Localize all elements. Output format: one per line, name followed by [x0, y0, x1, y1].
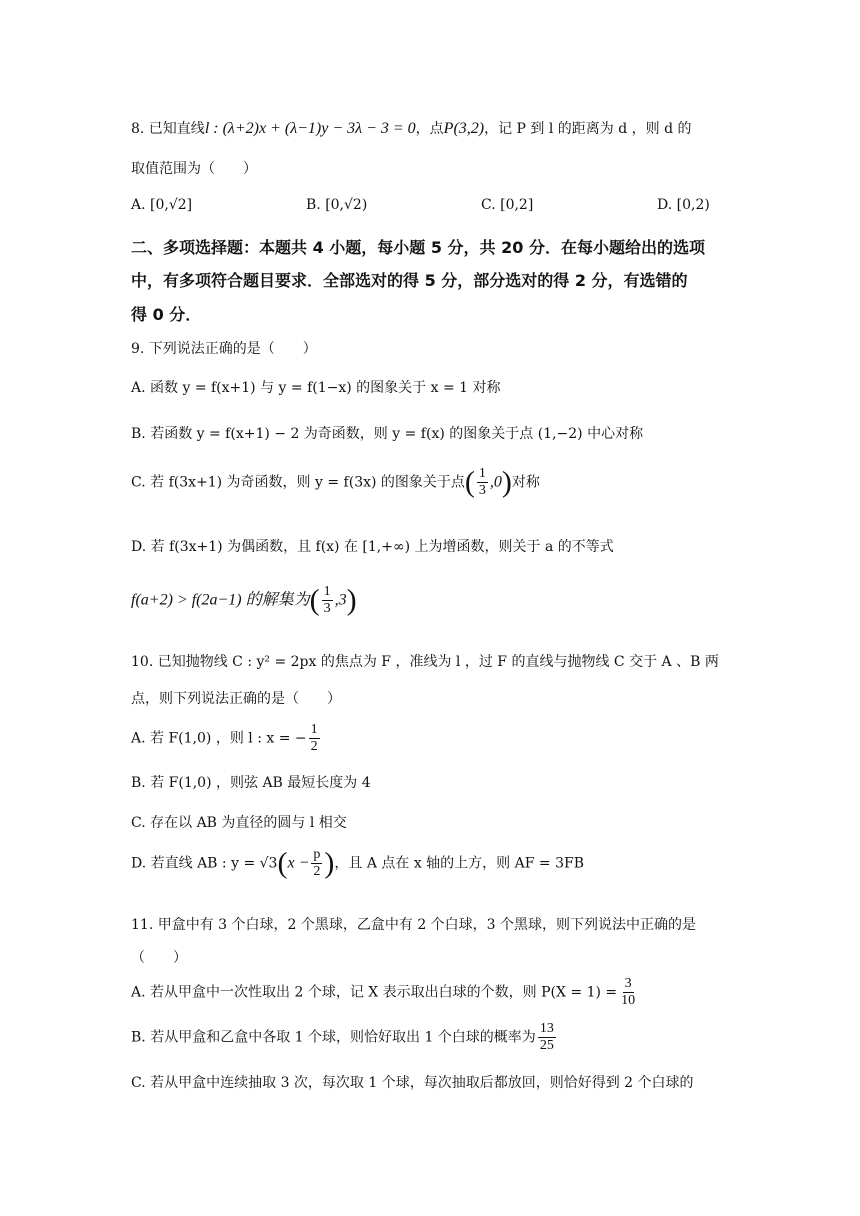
q9-option-b: B. 若函数 y = f(x+1) − 2 为奇函数，则 y = f(x) 的图象关于点 (1,−2) 中心对称	[131, 426, 644, 442]
fraction-one-half	[309, 722, 320, 755]
q8-tail: ，记 P 到 l 的距离为 d ，则 d 的	[484, 121, 692, 137]
left-paren: (	[464, 465, 475, 499]
fraction-numerator: 3	[624, 976, 632, 991]
fraction-numerator: 1	[323, 584, 331, 599]
fraction-one-third	[477, 466, 488, 499]
q8-stem-line1	[131, 118, 692, 138]
q10-option-a-text: A. 若 F(1,0) ，则 l : x = −	[131, 730, 307, 747]
point-coordinate: ,0	[489, 473, 502, 491]
interval-end: ,3	[334, 591, 347, 609]
right-paren: )	[324, 846, 335, 880]
fraction-denominator: 25	[539, 1038, 554, 1053]
q8-prefix: 8. 已知直线	[131, 121, 205, 137]
fraction-denominator: 2	[313, 864, 321, 879]
q10-option-d-text: D. 若直线 AB : y = √3	[131, 855, 278, 872]
q8-stem-line2: 取值范围为（ ）	[131, 161, 257, 177]
left-paren: (	[277, 846, 288, 880]
fraction-p-over-2	[311, 847, 322, 880]
q10-stem-line2: 点，则下列说法正确的是（ ）	[131, 691, 341, 707]
fraction-three-tenths	[619, 976, 637, 1009]
q10-option-d	[131, 847, 584, 880]
q10-option-a	[131, 722, 322, 755]
left-paren: (	[309, 583, 320, 617]
q9-option-c-tail: 对称	[511, 474, 540, 491]
fraction-thirteen-25	[538, 1021, 556, 1054]
right-paren: )	[501, 465, 512, 499]
expression-x-minus: x −	[287, 854, 310, 872]
fraction-denominator: 3	[323, 601, 331, 616]
fraction-denominator: 2	[310, 739, 318, 754]
q9-option-a: A. 函数 y = f(x+1) 与 y = f(1−x) 的图象关于 x = 1 对称	[131, 380, 501, 396]
section2-heading-line3: 得 0 分．	[131, 305, 202, 324]
q10-option-c: C. 存在以 AB 为直径的圆与 l 相交	[131, 815, 347, 831]
fraction-numerator: 1	[310, 722, 318, 737]
q11-option-b	[131, 1021, 558, 1054]
q8-mid: ，点	[415, 121, 444, 137]
q8-option-c: C. [0,2]	[481, 197, 534, 213]
fraction-numerator: p	[313, 847, 321, 862]
q11-option-a	[131, 976, 639, 1009]
q9-stem: 9. 下列说法正确的是（ ）	[131, 341, 317, 357]
fraction-numerator: 13	[539, 1021, 554, 1036]
q9-option-c	[131, 466, 540, 499]
q11-option-a-text: A. 若从甲盒中一次性取出 2 个球，记 X 表示取出白球的个数，则 P(X = 1) =	[131, 984, 618, 1001]
fraction-denominator: 3	[478, 483, 486, 498]
q10-option-d-tail: ，且 A 点在 x 轴的上方，则 AF = 3FB	[334, 855, 584, 872]
q10-stem-line1: 10. 已知抛物线 C : y² = 2px 的焦点为 F ，准线为 l ，过 F 的直线与抛物线 C 交于 A 、B 两	[131, 654, 719, 670]
q9-option-c-text: C. 若 f(3x+1) 为奇函数，则 y = f(3x) 的图象关于点	[131, 474, 465, 491]
fraction-one-third	[322, 584, 333, 617]
section2-heading-line2: 中，有多项符合题目要求．全部选对的得 5 分，部分选对的得 2 分，有选错的	[131, 271, 688, 290]
q11-stem-line2: （ ）	[131, 950, 187, 966]
q9-option-d: D. 若 f(3x+1) 为偶函数，且 f(x) 在 [1,+∞) 上为增函数，则关于 a 的不等式	[131, 539, 614, 555]
fraction-numerator: 1	[478, 466, 486, 481]
fraction-denominator: 10	[621, 993, 636, 1008]
q8-option-d: D. [0,2)	[657, 197, 710, 213]
q10-option-b: B. 若 F(1,0) ，则弦 AB 最短长度为 4	[131, 775, 371, 791]
q8-option-b: B. [0,√2)	[306, 197, 368, 213]
q9-inequality: f(a+2) > f(2a−1) 的解集为	[131, 591, 310, 609]
q8-option-a: A. [0,√2]	[131, 197, 193, 213]
right-paren: )	[346, 583, 357, 617]
q11-stem-line1: 11. 甲盒中有 3 个白球，2 个黑球，乙盒中有 2 个白球，3 个黑球，则下列说法中正确的是	[131, 917, 697, 933]
q9-option-d-line2	[131, 584, 357, 617]
section2-heading-line1: 二、多项选择题：本题共 4 小题，每小题 5 分，共 20 分．在每小题给出的选项	[131, 238, 705, 257]
q11-option-b-text: B. 若从甲盒和乙盒中各取 1 个球，则恰好取出 1 个白球的概率为	[131, 1029, 536, 1046]
q8-line-equation: l : (λ+2)x + (λ−1)y − 3λ − 3 = 0	[204, 120, 416, 137]
q11-option-c: C. 若从甲盒中连续抽取 3 次，每次取 1 个球，每次抽取后都放回，则恰好得到 2 个白球的	[131, 1075, 694, 1091]
q8-point: P(3,2)	[443, 120, 485, 137]
